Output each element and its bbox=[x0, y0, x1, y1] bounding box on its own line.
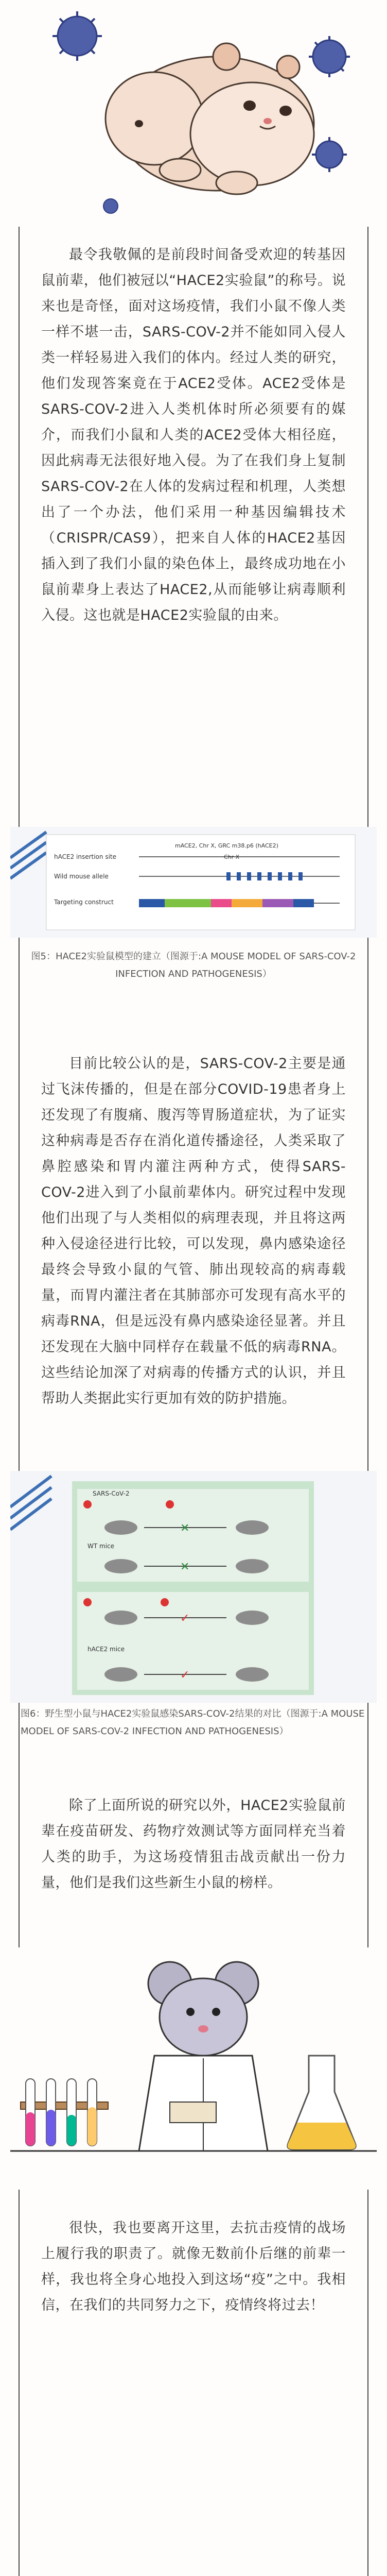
paragraph-transmission: 目前比较公认的是，SARS-COV-2主要是通过飞沫传播的，但是在部分COVID-19患者身上还发现了有腹痛、腹泻等胃肠道症状，为了证实这种病毒是否存在消化道传播途径，人类采取了鼻腔感染和胃内灌注两种方式，使得SARS-COV-2进入到了小鼠前辈体内。研究过程中发现他们出现了与人类相似的病理表现，并且将这两种入侵途径进行比较，可以发现，鼻内感染途径最终会导致小鼠的气管、肺出现较高的病毒载量，而胃内灌注者在其肺部亦可发现有高水平的病毒RNA，但是远没有鼻内感染途径显著。并且还发现在大脑中同样存在载量不低的病毒RNA。这些结论加深了对病毒的传播方式的认识，并且帮助人类据此实行更加有效的防护措施。 bbox=[41, 1056, 346, 1406]
svg-text:✕: ✕ bbox=[180, 1522, 190, 1535]
fig5-insertion-label: hACE2 insertion site bbox=[54, 853, 116, 860]
svg-text:✓: ✓ bbox=[180, 1612, 190, 1625]
virus-icon bbox=[103, 199, 118, 213]
paragraph-vaccine: 除了上面所说的研究以外，HACE2实验鼠前辈在疫苗研发、药物疗效测试等方面同样充当着人类的助手，为这场疫情狙击战贡献出一份力量，他们是我们这些新生小鼠的榜样。 bbox=[41, 1798, 346, 1891]
fig5-chr-label: Chr X bbox=[224, 854, 240, 860]
lab-mouse-illustration bbox=[0, 1947, 387, 2190]
figure-5-caption: 图5：HACE2实验鼠模型的建立（图源于:A MOUSE MODEL OF SARS-COV-2 INFECTION AND PATHOGENESIS） bbox=[31, 951, 356, 979]
paragraph-closing: 很快，我也要离开这里，去抗击疫情的战场上履行我的职责了。就像无数前仆后继的前辈一样，我也将全身心地投入到这场“疫”之中。我相信，在我们的共同努力之下，疫情终将过去！ bbox=[41, 2220, 346, 2313]
figure-6-infection-diagram bbox=[10, 1471, 377, 1703]
fig6-wt-label: WT mice bbox=[87, 1543, 115, 1550]
paragraph-intro: 最令我敬佩的是前段时间备受欢迎的转基因鼠前辈，他们被冠以“HACE2实验鼠”的称号。说来也是奇怪，面对这场疫情，我们小鼠不像人类一样不堪一击，SARS-COV-2并不能如同入侵人类一样轻易进入我们的体内。经过人类的研究，他们发现答案竟在于ACE2受体。ACE2受体是SARS-COV-2进入人类机体时所必须要有的媒介，而我们小鼠和人类的ACE2受体大相径庭，因此病毒无法很好地入侵。为了在我们身上复制SARS-COV-2在人体的发病过程和机理，人类想出了一个办法，他们采用一种基因编辑技术（CRISPR/CAS9），把来自人体的HACE2基因插入到了我们小鼠的染色体上，最终成功地在小鼠前辈身上表达了HACE2,从而能够让病毒顺利入侵。这也就是HACE2实验鼠的由来。 bbox=[41, 247, 346, 623]
fig6-hace2-label: hACE2 mice bbox=[87, 1646, 125, 1653]
fig6-sarscov2-label: SARS-CoV-2 bbox=[93, 1490, 130, 1497]
figure-5-construct-diagram bbox=[10, 827, 377, 938]
hamster-virus-illustration bbox=[0, 0, 387, 227]
fig5-header-label: mACE2, Chr X, GRC m38.p6 (hACE2) bbox=[175, 842, 278, 849]
left-border-line bbox=[19, 0, 20, 2576]
fig5-targeting-label: Targeting construct bbox=[54, 899, 114, 906]
virus-icon bbox=[52, 11, 102, 61]
fig5-wildtype-label: Wild mouse allele bbox=[54, 873, 109, 880]
mouse-scientist-icon bbox=[139, 1962, 268, 2151]
figure-6-caption: 图6：野生型小鼠与HACE2实验鼠感染SARS-COV-2结果的对比（图源于:A MOUSE MODEL OF SARS-COV-2 INFECTION AND PATHOGENESIS） bbox=[21, 1708, 365, 1737]
right-border-line bbox=[367, 0, 368, 2576]
svg-text:✓: ✓ bbox=[180, 1669, 190, 1682]
svg-text:✕: ✕ bbox=[180, 1561, 190, 1573]
